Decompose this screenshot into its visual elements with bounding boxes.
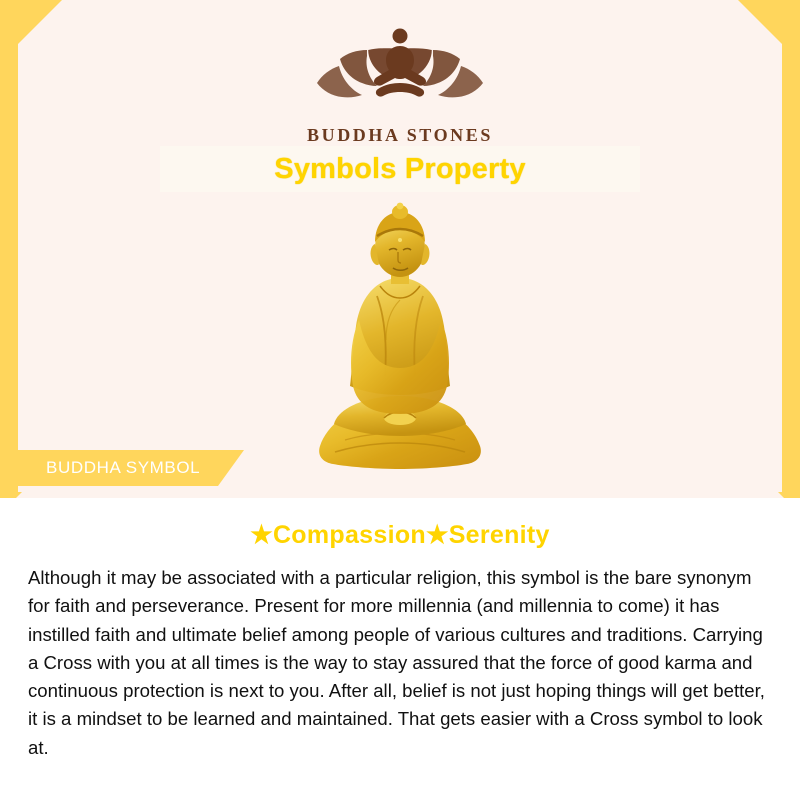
subtitle-word-compassion: Compassion (272, 521, 426, 549)
star-icon-right: ★ (425, 521, 449, 549)
lotus-meditation-figure-icon (0, 22, 800, 119)
subtitle-word-serenity: Serenity (448, 521, 550, 549)
seated-buddha-statue-image (285, 200, 515, 495)
symbol-category-tag (18, 450, 218, 486)
hero-image (0, 200, 800, 490)
symbol-category-label: BUDDHA SYMBOL (46, 458, 201, 477)
brand-logo (0, 22, 800, 146)
brand-name: BUDDHA STONES (306, 125, 494, 145)
page-title: Symbols Property (274, 152, 526, 185)
star-icon-left: ★ (250, 521, 273, 549)
title-banner (160, 146, 640, 192)
subtitle-line (0, 520, 800, 550)
description-panel (0, 498, 800, 800)
description-paragraph: Although it may be associated with a particular religion, this symbol is the bare synonym for faith and perseverance. Present for more millennia (and millennia to come) it has instilled faith and ultimate belief among people of various cultures and traditions. Carrying a Cross with you at all times is the way to stay assured that the force of good karma and continuous protection is next to you. After all, belief is not just hoping things will get better, it is a mindset to be learned and maintained. That gets easier with a Cross symbol to look at. (28, 567, 765, 758)
